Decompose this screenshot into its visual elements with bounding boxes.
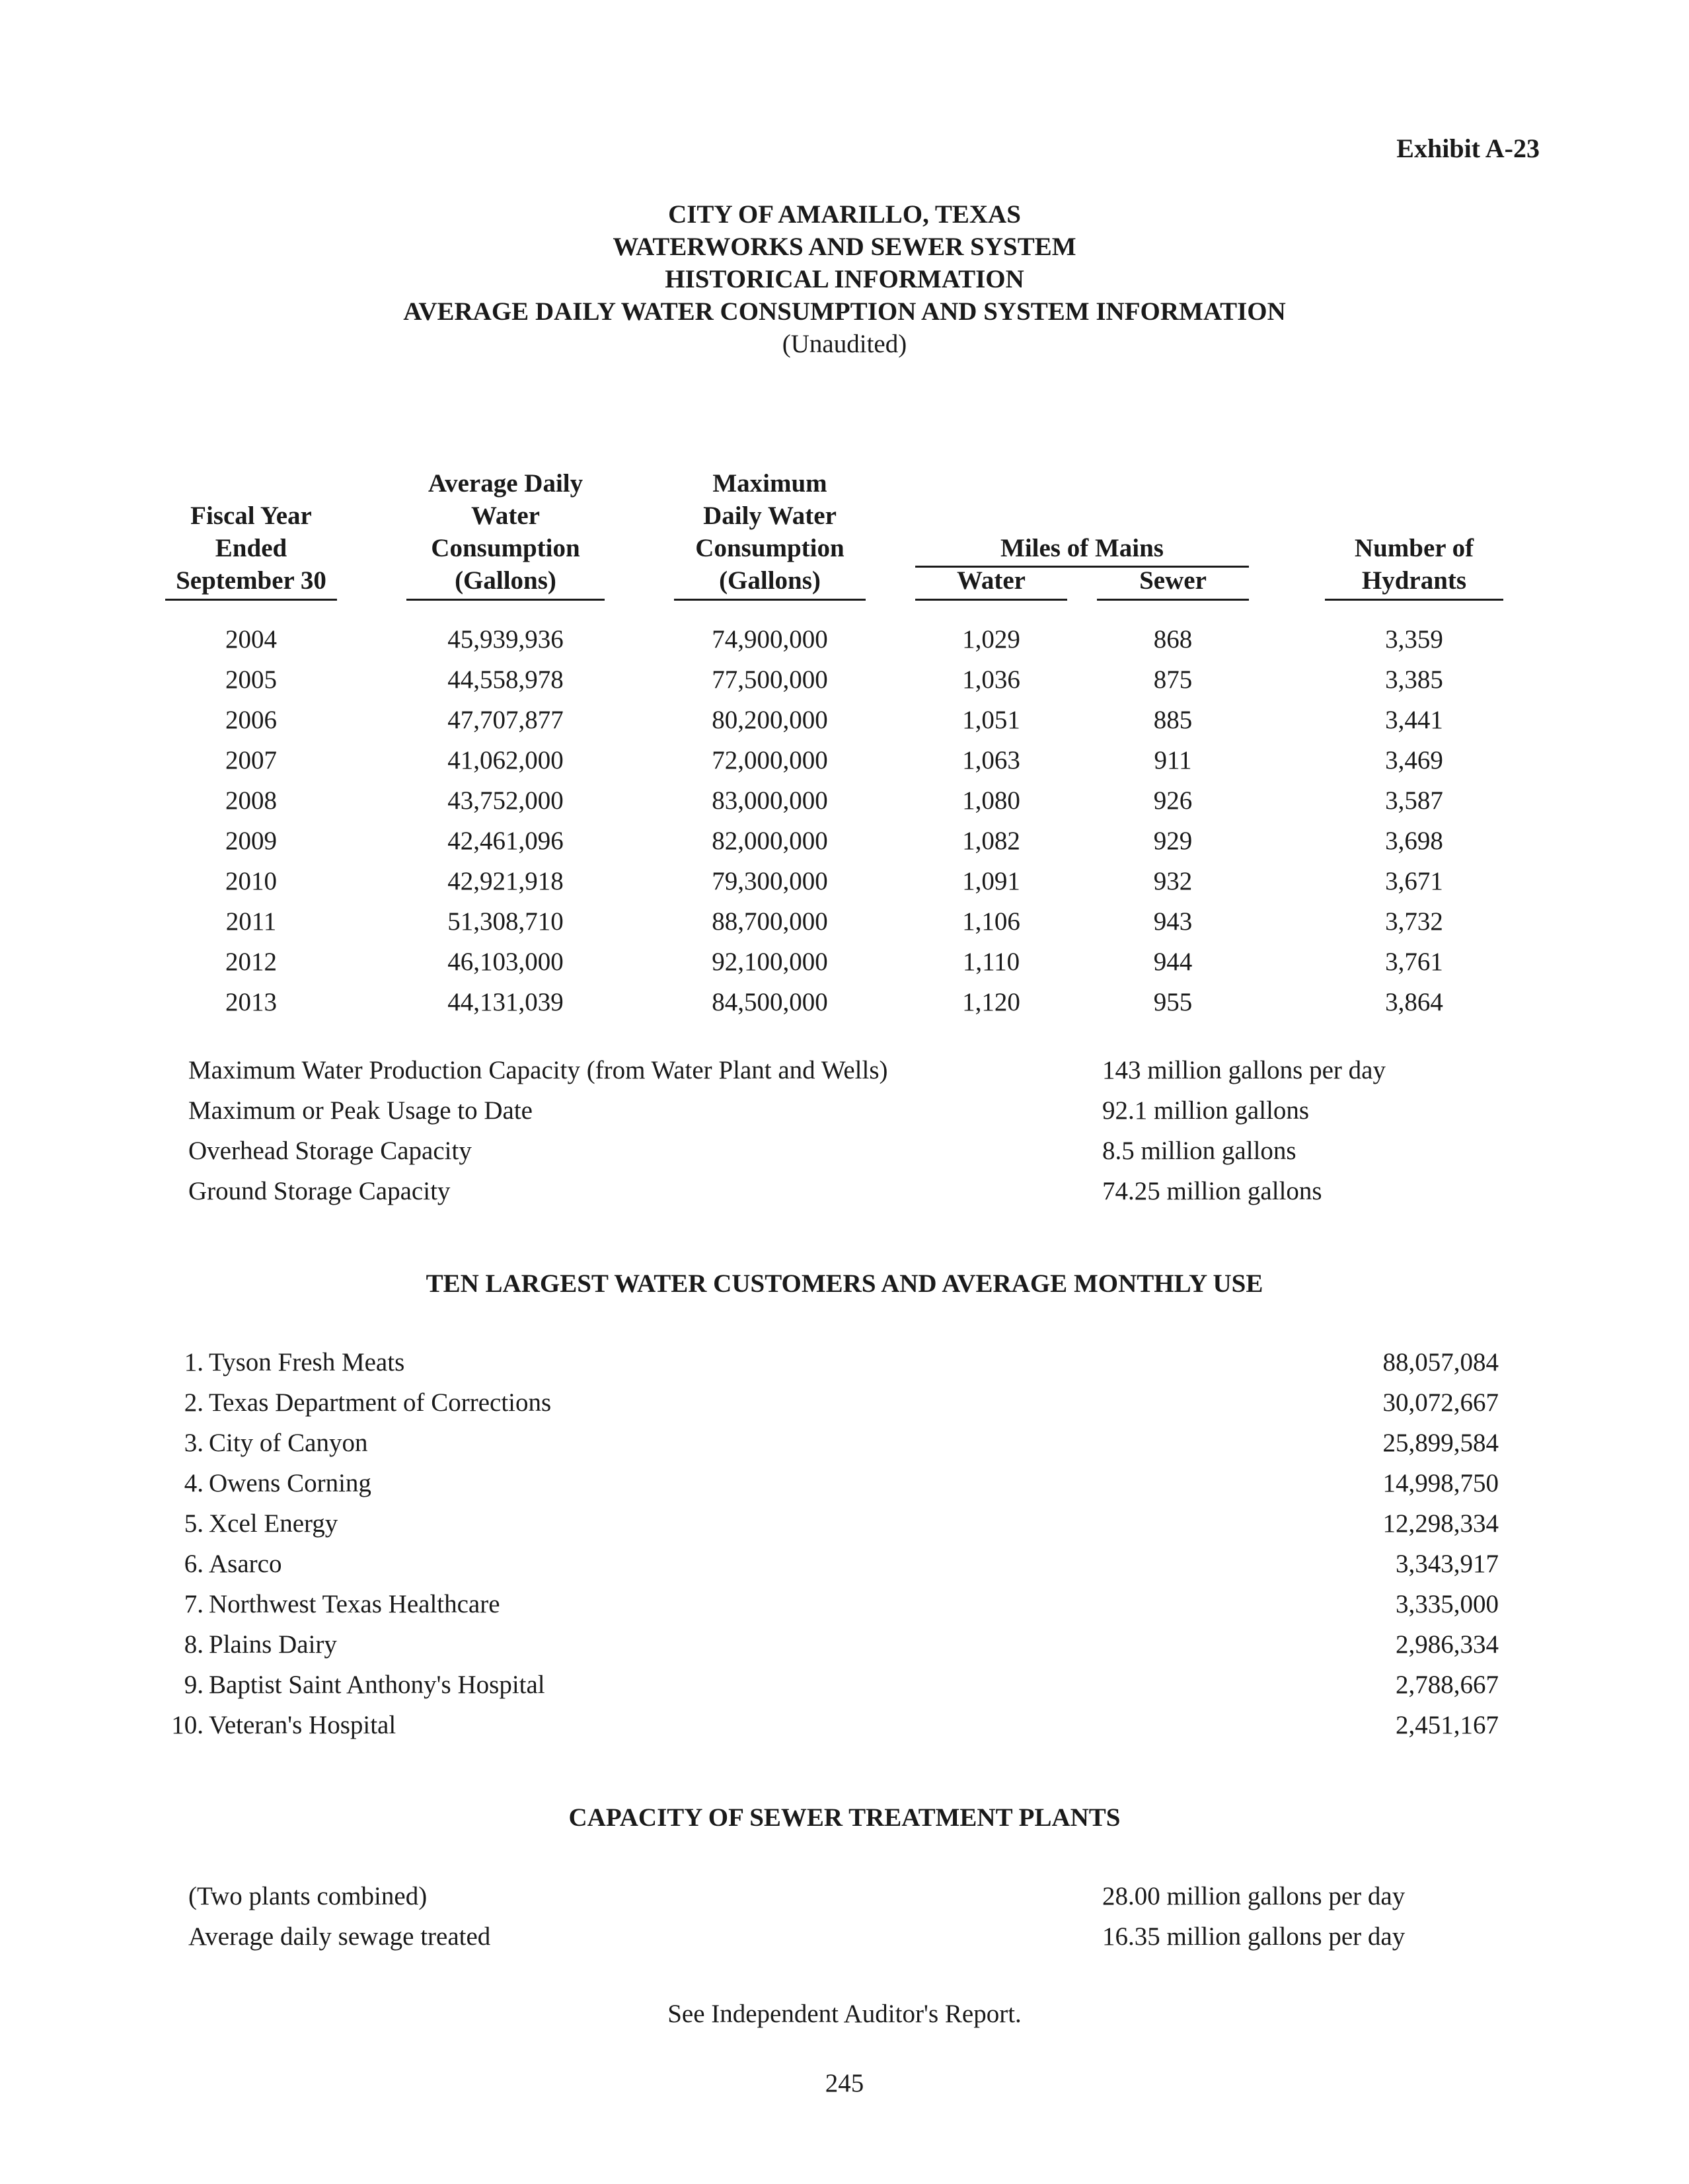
- customer-name: Plains Dairy: [209, 1630, 337, 1659]
- cell-water: 1,120: [962, 988, 1020, 1016]
- header-line: Water: [471, 502, 540, 530]
- cell-hydrants: 3,864: [1385, 988, 1443, 1016]
- header-water: Water: [957, 566, 1026, 595]
- customer-rank: 3.: [184, 1429, 204, 1457]
- cell-year: 2010: [225, 867, 277, 895]
- cell-hydrants: 3,671: [1385, 867, 1443, 895]
- cell-water: 1,029: [962, 625, 1020, 654]
- sewer-value: 28.00 million gallons per day: [1102, 1882, 1406, 1910]
- header-underline: [1325, 599, 1503, 601]
- title-line: AVERAGE DAILY WATER CONSUMPTION AND SYSTEM INFORMATION: [403, 297, 1286, 326]
- cell-hydrants: 3,761: [1385, 948, 1443, 976]
- cell-water: 1,051: [962, 706, 1020, 734]
- cell-year: 2005: [225, 665, 277, 694]
- cell-hydrants: 3,587: [1385, 786, 1443, 815]
- cell-max: 82,000,000: [712, 827, 828, 855]
- cell-hydrants: 3,469: [1385, 746, 1443, 774]
- customer-name: Baptist Saint Anthony's Hospital: [209, 1671, 545, 1699]
- title-line: WATERWORKS AND SEWER SYSTEM: [613, 233, 1076, 261]
- customer-rank: 7.: [184, 1590, 204, 1618]
- customer-name: City of Canyon: [209, 1429, 368, 1457]
- sewer-label: Average daily sewage treated: [188, 1922, 491, 1951]
- header-line: Consumption: [695, 534, 845, 562]
- cell-year: 2013: [225, 988, 277, 1016]
- cell-sewer: 911: [1154, 746, 1192, 774]
- cell-hydrants: 3,359: [1385, 625, 1443, 654]
- customers-section-title: TEN LARGEST WATER CUSTOMERS AND AVERAGE MONTHLY USE: [426, 1269, 1263, 1298]
- header-line: (Gallons): [719, 566, 821, 595]
- customer-value: 12,298,334: [1382, 1509, 1499, 1538]
- header-line: Consumption: [431, 534, 580, 562]
- header-line: Average Daily: [428, 469, 583, 498]
- customer-name: Xcel Energy: [209, 1509, 338, 1538]
- cell-max: 79,300,000: [712, 867, 828, 895]
- customer-rank: 6.: [184, 1550, 204, 1578]
- customer-name: Texas Department of Corrections: [209, 1388, 552, 1417]
- cell-water: 1,082: [962, 827, 1020, 855]
- cell-sewer: 929: [1153, 827, 1193, 855]
- cell-max: 74,900,000: [712, 625, 828, 654]
- auditor-note: See Independent Auditor's Report.: [667, 2000, 1022, 2028]
- cell-water: 1,110: [962, 948, 1020, 976]
- cell-sewer: 932: [1153, 867, 1193, 895]
- customer-value: 14,998,750: [1382, 1469, 1499, 1497]
- header-line: Fiscal Year: [190, 502, 312, 530]
- cell-year: 2012: [225, 948, 277, 976]
- customer-value: 2,788,667: [1396, 1671, 1499, 1699]
- header-fiscal-year: [165, 500, 337, 597]
- customer-name: Owens Corning: [209, 1469, 371, 1497]
- cell-avg: 44,131,039: [447, 988, 564, 1016]
- customer-value: 2,451,167: [1396, 1711, 1499, 1739]
- customer-name: Veteran's Hospital: [209, 1711, 396, 1739]
- cell-max: 83,000,000: [712, 786, 828, 815]
- cell-sewer: 943: [1153, 907, 1193, 936]
- cell-avg: 42,921,918: [447, 867, 564, 895]
- info-value: 92.1 million gallons: [1102, 1096, 1310, 1125]
- cell-year: 2004: [225, 625, 277, 654]
- header-underline: [1097, 599, 1249, 601]
- cell-sewer: 868: [1153, 625, 1193, 654]
- cell-sewer: 944: [1153, 948, 1193, 976]
- cell-sewer: 885: [1153, 706, 1193, 734]
- cell-avg: 51,308,710: [447, 907, 564, 936]
- page-number: 245: [825, 2069, 864, 2097]
- cell-avg: 45,939,936: [447, 625, 564, 654]
- header-miles-of-mains: Miles of Mains: [1000, 534, 1164, 562]
- cell-year: 2011: [225, 907, 277, 936]
- header-underline: [165, 599, 337, 601]
- cell-hydrants: 3,698: [1385, 827, 1443, 855]
- cell-water: 1,091: [962, 867, 1020, 895]
- cell-max: 92,100,000: [712, 948, 828, 976]
- cell-water: 1,063: [962, 746, 1020, 774]
- info-value: 74.25 million gallons: [1102, 1177, 1322, 1205]
- customer-name: Asarco: [209, 1550, 282, 1578]
- customer-value: 88,057,084: [1382, 1348, 1499, 1376]
- customer-rank: 9.: [184, 1671, 204, 1699]
- sewer-section-title: CAPACITY OF SEWER TREATMENT PLANTS: [568, 1803, 1121, 1832]
- customer-value: 3,335,000: [1396, 1590, 1499, 1618]
- cell-sewer: 955: [1153, 988, 1193, 1016]
- header-line: Ended: [215, 534, 287, 562]
- cell-avg: 44,558,978: [447, 665, 564, 694]
- header-hydrants: [1325, 532, 1503, 597]
- cell-year: 2008: [225, 786, 277, 815]
- customer-value: 25,899,584: [1382, 1429, 1499, 1457]
- sewer-value: 16.35 million gallons per day: [1102, 1922, 1406, 1951]
- customer-value: 3,343,917: [1396, 1550, 1499, 1578]
- cell-max: 72,000,000: [712, 746, 828, 774]
- cell-max: 84,500,000: [712, 988, 828, 1016]
- cell-hydrants: 3,385: [1385, 665, 1443, 694]
- cell-year: 2007: [225, 746, 277, 774]
- cell-max: 88,700,000: [712, 907, 828, 936]
- info-label: Maximum or Peak Usage to Date: [188, 1096, 533, 1125]
- cell-avg: 41,062,000: [447, 746, 564, 774]
- info-label: Overhead Storage Capacity: [188, 1137, 472, 1165]
- header-line: Daily Water: [703, 502, 837, 530]
- customer-rank: 10.: [171, 1711, 204, 1739]
- title-line: HISTORICAL INFORMATION: [665, 265, 1024, 293]
- header-line: Number of: [1354, 534, 1474, 562]
- info-label: Ground Storage Capacity: [188, 1177, 451, 1205]
- header-max-consumption: [667, 467, 872, 597]
- customer-rank: 2.: [184, 1388, 204, 1417]
- cell-avg: 43,752,000: [447, 786, 564, 815]
- header-line: September 30: [176, 566, 326, 595]
- header-line: Hydrants: [1361, 566, 1467, 595]
- customer-value: 30,072,667: [1382, 1388, 1499, 1417]
- customer-rank: 1.: [184, 1348, 204, 1376]
- header-avg-consumption: [403, 467, 608, 597]
- customer-name: Northwest Texas Healthcare: [209, 1590, 500, 1618]
- header-line: Maximum: [712, 469, 827, 498]
- cell-sewer: 926: [1153, 786, 1193, 815]
- cell-avg: 47,707,877: [447, 706, 564, 734]
- cell-year: 2006: [225, 706, 277, 734]
- cell-water: 1,080: [962, 786, 1020, 815]
- header-underline: [406, 599, 605, 601]
- cell-max: 77,500,000: [712, 665, 828, 694]
- cell-year: 2009: [225, 827, 277, 855]
- exhibit-label: Exhibit A-23: [1396, 133, 1540, 163]
- customer-rank: 4.: [184, 1469, 204, 1497]
- cell-hydrants: 3,732: [1385, 907, 1443, 936]
- customer-value: 2,986,334: [1396, 1630, 1499, 1659]
- header-underline: [674, 599, 866, 601]
- cell-avg: 46,103,000: [447, 948, 564, 976]
- cell-max: 80,200,000: [712, 706, 828, 734]
- info-value: 143 million gallons per day: [1102, 1056, 1386, 1084]
- header-underline: [915, 599, 1067, 601]
- unaudited-note: (Unaudited): [782, 330, 907, 358]
- title-line: CITY OF AMARILLO, TEXAS: [668, 200, 1021, 229]
- sewer-label: (Two plants combined): [188, 1882, 428, 1910]
- info-value: 8.5 million gallons: [1102, 1137, 1296, 1165]
- cell-water: 1,106: [962, 907, 1020, 936]
- cell-hydrants: 3,441: [1385, 706, 1443, 734]
- info-label: Maximum Water Production Capacity (from Water Plant and Wells): [188, 1056, 888, 1084]
- header-line: (Gallons): [455, 566, 556, 595]
- cell-avg: 42,461,096: [447, 827, 564, 855]
- title-block: [0, 198, 1689, 360]
- cell-water: 1,036: [962, 665, 1020, 694]
- customer-rank: 5.: [184, 1509, 204, 1538]
- header-sewer: Sewer: [1139, 566, 1207, 595]
- customer-name: Tyson Fresh Meats: [209, 1348, 405, 1376]
- customer-rank: 8.: [184, 1630, 204, 1659]
- cell-sewer: 875: [1153, 665, 1193, 694]
